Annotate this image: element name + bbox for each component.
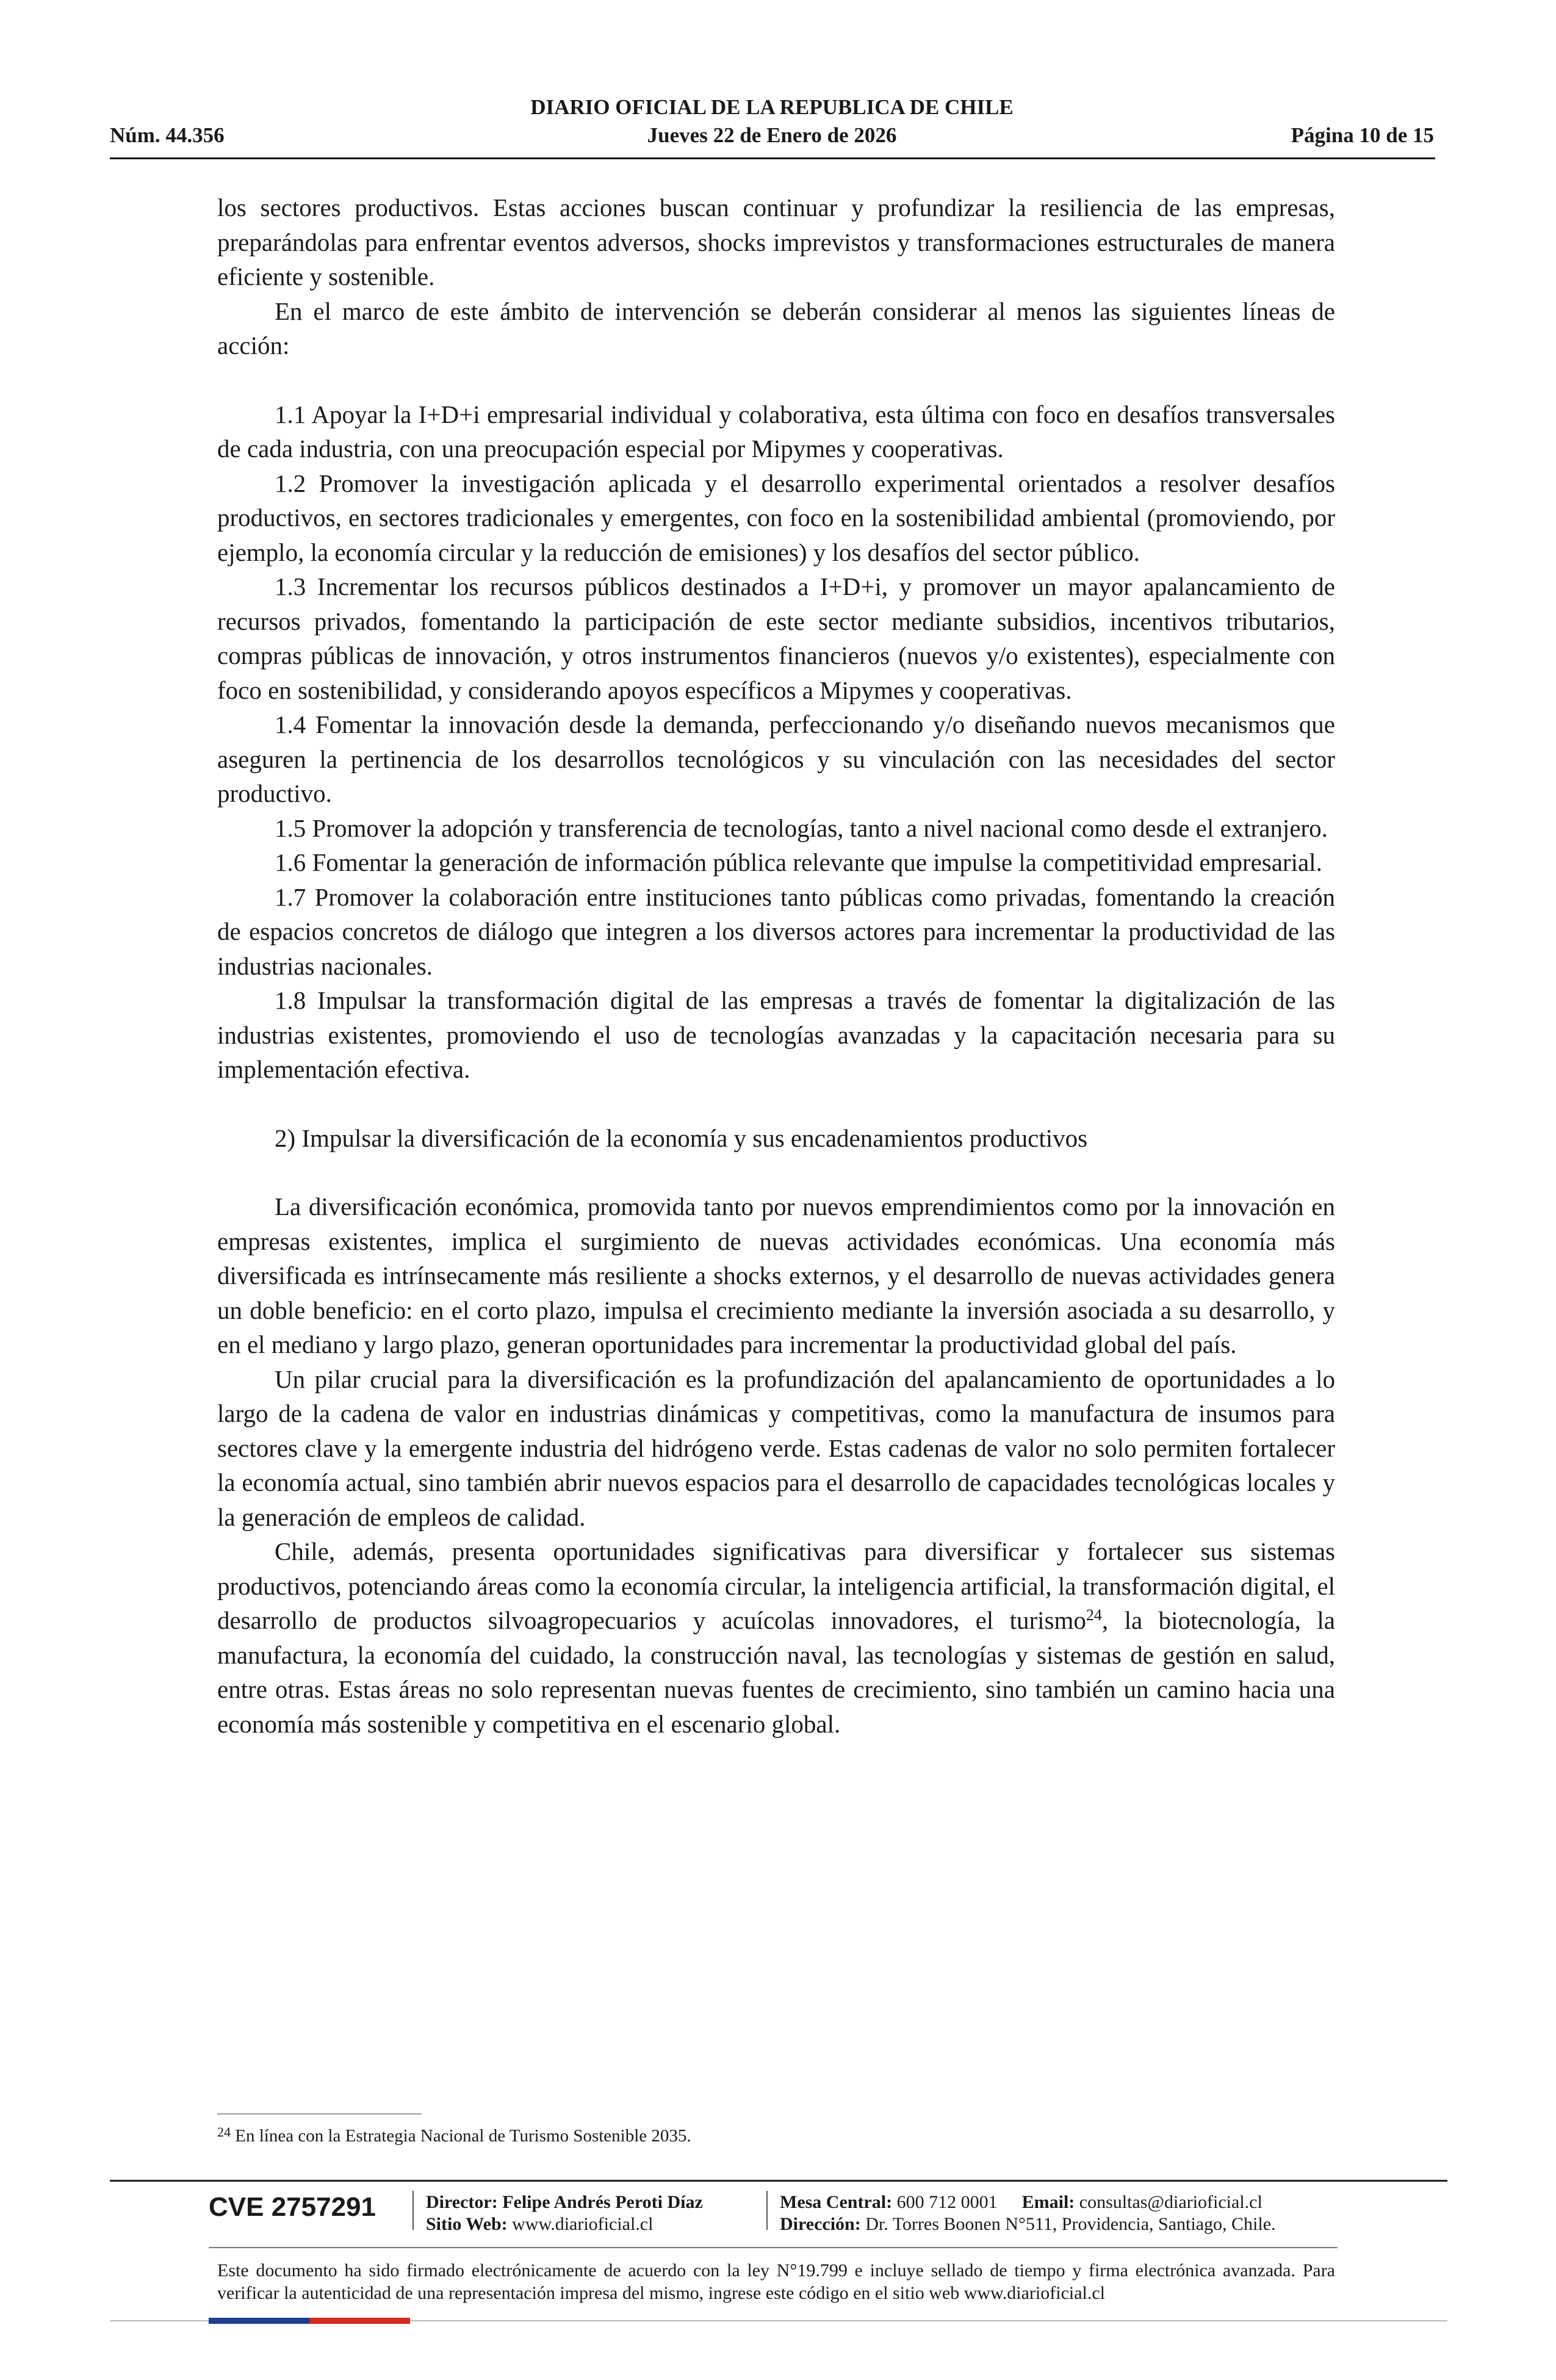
signature-note: Este documento ha sido firmado electrónicamente de acuerdo con la ley N°19.799 e incluye sellado de tiempo y firma electrónica avanzada. Para verificar la autenticidad de una representación impresa del mismo, ingrese este código en el sitio web www.diarioficial.cl (217, 2260, 1335, 2303)
paragraph: La diversificación económica, promovida tanto por nuevos emprendimientos como por la innovación en empresas existentes, implica el surgimiento de nuevas actividades económicas. Una economía más diversificada es intrínsecamente más resiliente a shocks externos, y el desarrollo de nuevas actividades genera un doble beneficio: en el corto plazo, impulsa el crecimiento mediante la inversión asociada a su desarrollo, y en el mediano y largo plazo, generan oportunidades para incrementar la productividad global del país. (217, 1192, 1335, 1358)
website-link[interactable]: www.diarioficial.cl (507, 2214, 654, 2234)
website-label: Sitio Web: (426, 2214, 508, 2234)
flag-bar-red (309, 2318, 410, 2324)
address-line (780, 2213, 1276, 2235)
action-item: 1.4 Fomentar la innovación desde la demanda, perfeccionando y/o diseñando nuevos mecanismos que aseguren la pertinencia de los desarrollos tecnológicos y su vinculación con las necesidades del sector productivo. (217, 710, 1335, 807)
footer-contact-right (780, 2191, 1276, 2235)
footnote (217, 2126, 691, 2146)
footnote-divider (217, 2113, 422, 2115)
footnote-reference: 24 (1086, 1606, 1102, 1624)
document-body (217, 190, 1335, 1741)
footer-divider (110, 2180, 1447, 2182)
paragraph: Un pilar crucial para la diversificación es la profundización del apalancamiento de oportunidades a lo largo de la cadena de valor en industrias dinámicas y competitivas, como la manufactura de insumos para sectores clave y la emergente industria del hidrógeno verde. Estas cadenas de valor no solo permiten fortalecer la economía actual, sino también abrir nuevos espacios para el desarrollo de capacidades tecnológicas locales y la generación de empleos de calidad. (217, 1365, 1335, 1531)
paragraph-text: , la biotecnología, la manufactura, la economía del cuidado, la construcción naval, las tecnologías y sistemas de gestión en salud, entre otras. Estas áreas no solo representan nuevas fuentes de crecimiento, sino también un camino hacia una economía más sostenible y competitiva en el escenario global. (217, 1606, 1335, 1738)
address-value: Dr. Torres Boonen N°511, Providencia, Santiago, Chile. (860, 2214, 1276, 2234)
paragraph (217, 1534, 1335, 1741)
director-line (426, 2191, 703, 2213)
action-item: 1.7 Promover la colaboración entre instituciones tanto públicas como privadas, fomentando la creación de espacios concretos de diálogo que integren a los diversos actores para incrementar la productividad de las industrias nacionales. (217, 882, 1335, 980)
website-line (426, 2213, 703, 2235)
director-name: Felipe Andrés Peroti Díaz (497, 2192, 703, 2212)
action-item: 1.6 Fomentar la generación de información pública relevante que impulse la competitividad empresarial. (275, 848, 1322, 876)
cve-code: CVE 2757291 (209, 2192, 376, 2222)
action-item: 1.3 Incrementar los recursos públicos destinados a I+D+i, y promover un mayor apalancamiento de recursos privados, fomentando la participación de este sector mediante subsidios, incentivos tributarios, compras públicas de innovación, y otros instrumentos financieros (nuevos y/o existentes), especialmente con foco en sostenibilidad, y considerando apoyos específicos a Mipymes y cooperativas. (217, 572, 1335, 704)
mesa-label: Mesa Central: (780, 2192, 893, 2212)
issue-number: Núm. 44.356 (110, 123, 225, 147)
footnote-text: En línea con la Estrategia Nacional de Turismo Sostenible 2035. (231, 2126, 691, 2146)
paragraph: En el marco de este ámbito de intervención se deberán considerar al menos las siguientes líneas de acción: (217, 297, 1335, 359)
action-item: 1.1 Apoyar la I+D+i empresarial individual y colaborativa, esta última con foco en desafíos transversales de cada industria, con una preocupación especial por Mipymes y cooperativas. (217, 400, 1335, 463)
paragraph-text: Chile, además, presenta oportunidades significativas para diversificar y fortalecer sus sistemas productivos, potenciando áreas como la economía circular, la inteligencia artificial, la transformación digital, el desarrollo de productos silvoagropecuarios y acuícolas innovadores, el turismo (217, 1537, 1335, 1634)
email-link[interactable]: consultas@diarioficial.cl (1075, 2192, 1262, 2212)
header-divider (110, 157, 1435, 159)
flag-bar-blue (209, 2318, 309, 2324)
action-item: 1.5 Promover la adopción y transferencia de tecnologías, tanto a nivel nacional como desde el extranjero. (275, 813, 1328, 842)
paragraph: los sectores productivos. Estas acciones buscan continuar y profundizar la resiliencia de las empresas, preparándolas para enfrentar eventos adversos, shocks imprevistos y transformaciones estructurales de manera eficiente y sostenible. (217, 193, 1335, 290)
spacer (217, 363, 1335, 397)
spacer (217, 1155, 1335, 1189)
chile-flag-bar (209, 2318, 410, 2324)
section-heading: 2) Impulsar la diversificación de la economía y sus encadenamientos productivos (275, 1123, 1088, 1152)
footer-contact-left (426, 2191, 703, 2235)
action-item: 1.2 Promover la investigación aplicada y el desarrollo experimental orientados a resolver desafíos productivos, en sectores tradicionales y emergentes, con foco en la sostenibilidad ambiental (promoviendo, por ejemplo, la economía circular y la reducción de emisiones) y los desafíos del sector público. (217, 469, 1335, 566)
director-label: Director: (426, 2192, 498, 2212)
footer-inner-divider (209, 2247, 1338, 2248)
page-header (110, 95, 1434, 156)
spacer (217, 1087, 1335, 1121)
publication-title: DIARIO OFICIAL DE LA REPUBLICA DE CHILE (530, 95, 1014, 119)
footer-column-divider (766, 2191, 768, 2230)
phone-email-line (780, 2191, 1276, 2213)
address-label: Dirección: (780, 2214, 861, 2234)
action-item: 1.8 Impulsar la transformación digital de las empresas a través de fomentar la digitalización de las industrias existentes, promoviendo el uso de tecnologías avanzadas y la capacitación necesaria para su implementación efectiva. (217, 986, 1335, 1083)
issue-date: Jueves 22 de Enero de 2026 (647, 123, 897, 147)
footnote-number: 24 (217, 2124, 231, 2140)
page-number: Página 10 de 15 (1291, 123, 1434, 147)
footer-column-divider (412, 2191, 414, 2230)
mesa-phone: 600 712 0001 (892, 2192, 998, 2212)
email-label: Email: (1021, 2192, 1075, 2212)
